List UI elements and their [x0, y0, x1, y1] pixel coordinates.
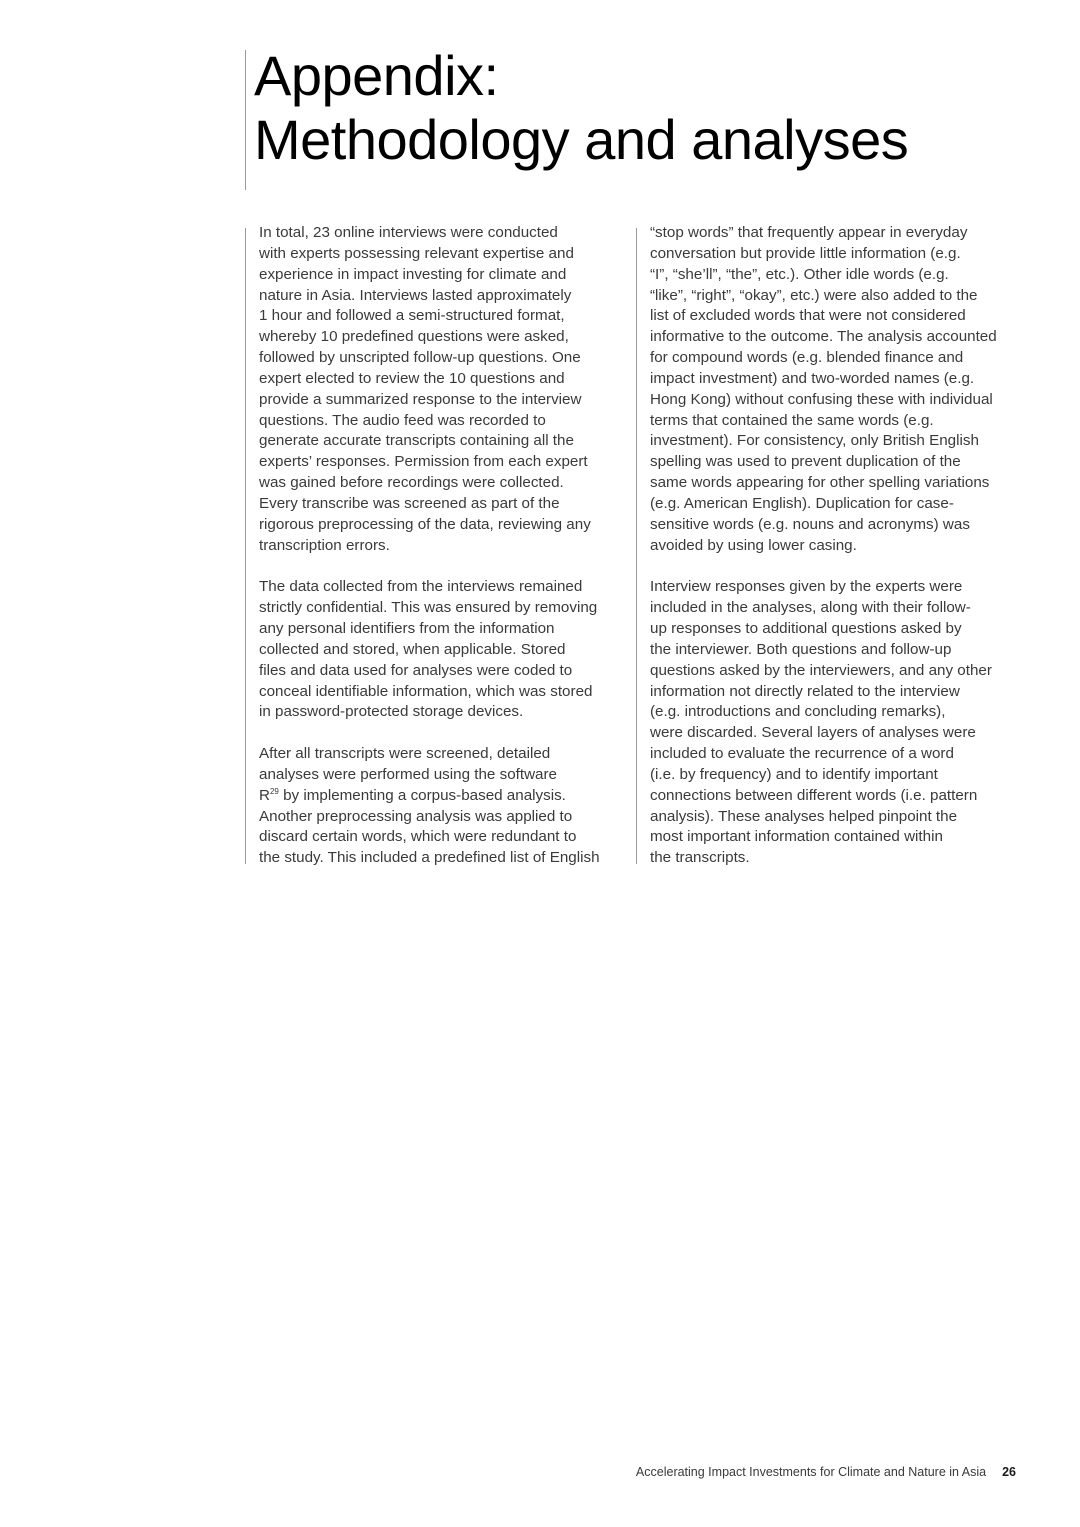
text-line: 1 hour and followed a semi-structured format, — [259, 307, 565, 325]
text-line: transcription errors. — [259, 536, 390, 554]
text-line: avoided by using lower casing. — [650, 536, 857, 554]
text-line: the transcripts. — [650, 849, 750, 867]
text-line: spelling was used to prevent duplication of the — [650, 453, 961, 471]
left-paragraph-1 — [259, 223, 619, 557]
text-line: expert elected to review the 10 questions and — [259, 369, 565, 387]
page-title-line-2: Methodology and analyses — [254, 108, 909, 171]
page-footer — [636, 1465, 1016, 1479]
text-line: for compound words (e.g. blended finance and — [650, 349, 964, 367]
right-column — [650, 223, 1016, 890]
text-line: experience in impact investing for climate and — [259, 265, 567, 283]
text-fragment: by implementing a corpus-based analysis. — [278, 786, 566, 804]
right-paragraph-1 — [650, 223, 1016, 557]
text-line: included to evaluate the recurrence of a word — [650, 745, 954, 763]
text-line: sensitive words (e.g. nouns and acronyms) was — [650, 515, 970, 533]
text-line: investment). For consistency, only British English — [650, 432, 979, 450]
text-line: strictly confidential. This was ensured by removing — [259, 599, 598, 617]
text-line: the study. This included a predefined list of English — [259, 849, 600, 867]
text-line: whereby 10 predefined questions were asked, — [259, 328, 569, 346]
text-line: up responses to additional questions asked by — [650, 620, 962, 638]
text-line: Every transcribe was screened as part of the — [259, 494, 560, 512]
text-line: (e.g. American English). Duplication for case- — [650, 494, 954, 512]
text-line: analysis). These analyses helped pinpoint the — [650, 807, 958, 825]
text-line: “stop words” that frequently appear in everyday — [650, 224, 968, 241]
text-line: nature in Asia. Interviews lasted approximately — [259, 286, 572, 304]
page-title — [254, 44, 908, 172]
text-line: was gained before recordings were collected. — [259, 474, 564, 492]
text-line: files and data used for analyses were coded to — [259, 661, 573, 679]
text-line: In total, 23 online interviews were conducted — [259, 224, 558, 241]
text-line: were discarded. Several layers of analyses were — [650, 724, 976, 742]
text-line-with-footnote — [259, 786, 619, 807]
text-line: terms that contained the same words (e.g. — [650, 411, 934, 429]
text-line: most important information contained within — [650, 828, 943, 846]
publication-title: Accelerating Impact Investments for Climate and Nature in Asia — [635, 1465, 987, 1479]
text-line: same words appearing for other spelling variations — [650, 474, 990, 492]
text-line: Interview responses given by the experts were — [650, 578, 963, 596]
text-line: the interviewer. Both questions and follow-up — [650, 640, 952, 658]
text-line: with experts possessing relevant expertise and — [259, 244, 574, 262]
text-line: After all transcripts were screened, detailed — [259, 745, 551, 763]
text-line: impact investment) and two-worded names (e.g. — [650, 369, 975, 387]
text-line: followed by unscripted follow-up questions. One — [259, 349, 581, 367]
footnote-ref[interactable]: 29 — [269, 786, 279, 796]
left-paragraph-2 — [259, 577, 619, 723]
text-line: list of excluded words that were not considered — [650, 307, 966, 325]
text-line: collected and stored, when applicable. Stored — [259, 640, 566, 658]
text-line: provide a summarized response to the interview — [259, 390, 582, 408]
text-line: generate accurate transcripts containing all the — [259, 432, 574, 450]
text-line: The data collected from the interviews remained — [259, 578, 583, 596]
left-paragraph-3 — [259, 744, 619, 869]
text-line: Hong Kong) without confusing these with individual — [650, 390, 993, 408]
text-line: “like”, “right”, “okay”, etc.) were also added to the — [650, 286, 978, 304]
text-line: (e.g. introductions and concluding remarks), — [650, 703, 946, 721]
text-line: (i.e. by frequency) and to identify important — [650, 765, 938, 783]
text-line: questions asked by the interviewers, and any other — [650, 661, 992, 679]
text-line: included in the analyses, along with their follow- — [650, 599, 971, 617]
text-line: discard certain words, which were redundant to — [259, 828, 577, 846]
left-column — [259, 223, 619, 890]
right-paragraph-2 — [650, 577, 1016, 869]
text-line: experts’ responses. Permission from each expert — [259, 453, 588, 471]
text-line: “I”, “she’ll”, “the”, etc.). Other idle words (e.g. — [650, 265, 949, 283]
page-title-line-1: Appendix: — [254, 44, 499, 107]
page-number: 26 — [1002, 1465, 1016, 1479]
text-line: rigorous preprocessing of the data, reviewing any — [259, 515, 591, 533]
software-name: R — [259, 786, 270, 804]
text-line: connections between different words (i.e. pattern — [650, 786, 978, 804]
text-line: analyses were performed using the software — [259, 765, 557, 783]
right-column-rule — [636, 228, 637, 864]
text-line: information not directly related to the interview — [650, 682, 960, 700]
text-line: conversation but provide little information (e.g. — [650, 244, 961, 262]
text-line: conceal identifiable information, which was stored — [259, 682, 593, 700]
text-line: any personal identifiers from the information — [259, 620, 555, 638]
text-line: questions. The audio feed was recorded to — [259, 411, 546, 429]
text-line: in password-protected storage devices. — [259, 703, 524, 721]
text-line: informative to the outcome. The analysis accounted — [650, 328, 997, 346]
title-rule — [245, 50, 246, 190]
text-line: Another preprocessing analysis was applied to — [259, 807, 573, 825]
left-column-rule — [245, 228, 246, 864]
